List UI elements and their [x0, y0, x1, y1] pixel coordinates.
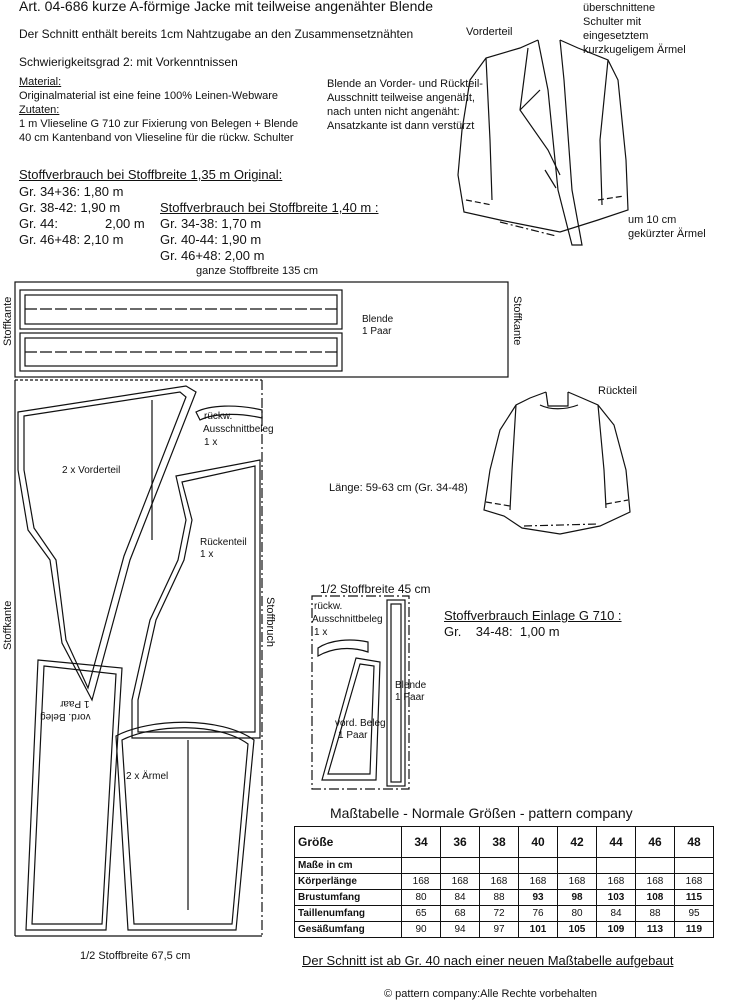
back-jacket-sketch [484, 392, 630, 534]
difficulty-note: Schwierigkeitsgrad 2: mit Vorkenntnissen [19, 55, 238, 69]
row-label: Taillenumfang [295, 906, 402, 922]
sleeve-note-1: um 10 cm [628, 214, 677, 226]
back-facing-label-2: Ausschnittbeleg [203, 424, 274, 435]
table-cell: 168 [597, 874, 636, 890]
table-cell: 105 [558, 922, 597, 938]
table-cell: 168 [675, 874, 714, 890]
size-table [294, 826, 714, 938]
table-cell: 168 [558, 874, 597, 890]
size-table-header-row [295, 827, 714, 858]
table-cell: 168 [402, 874, 441, 890]
consumption-140-row: Gr. 40-44: 1,90 m [160, 232, 262, 247]
table-cell: 88 [636, 906, 675, 922]
fold-label: Stoffbruch [264, 597, 276, 647]
table-cell: 95 [675, 906, 714, 922]
back-facing-qty: 1 x [204, 437, 218, 448]
table-cell: 65 [402, 906, 441, 922]
table-cell: 98 [558, 890, 597, 906]
table-cell: 115 [675, 890, 714, 906]
size-header-cell: 46 [636, 827, 675, 858]
blende-piece-qty: 1 Paar [362, 326, 392, 337]
table-cell: 97 [480, 922, 519, 938]
table-cell: 84 [441, 890, 480, 906]
consumption-140-heading: Stoffverbrauch bei Stoffbreite 1,40 m : [160, 200, 379, 215]
front-facing-qty: 1 Paar [60, 698, 90, 709]
interfacing-blende: Blende [395, 680, 427, 691]
section-label: Maße in cm [295, 858, 402, 874]
row-label: Brustumfang [295, 890, 402, 906]
selvage-label-left: Stoffkante [2, 296, 14, 346]
material-text: Originalmaterial ist eine feine 100% Leinen-Webware [19, 90, 279, 102]
back-label: Rückteil [598, 385, 638, 397]
front-jacket-sketch [458, 40, 628, 245]
table-cell: 94 [441, 922, 480, 938]
table-cell: 101 [519, 922, 558, 938]
interfacing-front-facing: vord. Beleg [335, 718, 386, 729]
copyright: © pattern company:Alle Rechte vorbehalten [384, 988, 597, 1000]
size-header-cell: 36 [441, 827, 480, 858]
interfacing-heading: Stoffverbrauch Einlage G 710 : [444, 608, 622, 623]
sleeve-piece-label: 2 x Ärmel [126, 771, 169, 782]
material-heading: Material: [19, 76, 62, 88]
interfacing-row: Gr. 34-48: 1,00 m [444, 624, 560, 639]
table-cell: 168 [519, 874, 558, 890]
shoulder-note-2: Schulter mit [583, 16, 642, 28]
size-header-label: Größe [295, 827, 402, 858]
blende-note-2: Ausschnitt teilweise angenäht, [327, 92, 475, 104]
interfacing-back-facing: rückw. [314, 601, 343, 612]
size-table-title: Maßtabelle - Normale Größen - pattern company [330, 805, 633, 821]
selvage-label-right: Stoffkante [511, 296, 523, 346]
interfacing-back-facing-2: Ausschnittbeleg [312, 614, 383, 625]
zutaten-heading: Zutaten: [19, 104, 60, 116]
table-cell: 93 [519, 890, 558, 906]
table-cell: 113 [636, 922, 675, 938]
consumption-original-row: Gr. 46+48: 2,10 m [19, 232, 124, 247]
layout-top-width: ganze Stoffbreite 135 cm [196, 265, 319, 277]
interfacing-back-facing-qty: 1 x [314, 627, 328, 638]
shoulder-note-4: kurzkugeligem Ärmel [583, 44, 686, 56]
shoulder-note-3: eingesetztem [583, 30, 649, 42]
back-piece-label: Rückenteil [200, 537, 247, 548]
table-cell: 168 [480, 874, 519, 890]
size-header-cell: 38 [480, 827, 519, 858]
table-row [295, 890, 714, 906]
consumption-original-row: Gr. 44: 2,00 m [19, 216, 145, 231]
row-label: Körperlänge [295, 874, 402, 890]
table-cell: 90 [402, 922, 441, 938]
row-label: Gesäßumfang [295, 922, 402, 938]
table-cell: 103 [597, 890, 636, 906]
table-cell: 88 [480, 890, 519, 906]
size-table-note: Der Schnitt ist ab Gr. 40 nach einer neuen Maßtabelle aufgebaut [302, 953, 674, 968]
size-header-cell: 34 [402, 827, 441, 858]
table-cell: 84 [597, 906, 636, 922]
size-table-section-row [295, 858, 714, 874]
sleeve-note-2: gekürzter Ärmel [628, 228, 706, 240]
table-cell: 168 [441, 874, 480, 890]
front-label: Vorderteil [466, 26, 513, 38]
zutaten-line-2: 40 cm Kantenband von Vlieseline für die rückw. Schulter [19, 132, 294, 144]
table-cell: 168 [636, 874, 675, 890]
table-cell: 119 [675, 922, 714, 938]
table-cell: 68 [441, 906, 480, 922]
page-title: Art. 04-686 kurze A-förmige Jacke mit teilweise angenähter Blende [19, 0, 433, 14]
layout-main-lower [15, 380, 262, 936]
shoulder-note-1: überschnittene [583, 2, 656, 14]
blende-note-1: Blende an Vorder- und Rückteil- [327, 78, 483, 90]
interfacing-blende-qty: 1 Paar [395, 692, 425, 703]
size-header-cell: 40 [519, 827, 558, 858]
table-cell: 109 [597, 922, 636, 938]
consumption-140-row: Gr. 34-38: 1,70 m [160, 216, 262, 231]
consumption-140-row: Gr. 46+48: 2,00 m [160, 248, 265, 263]
size-header-cell: 42 [558, 827, 597, 858]
back-piece-qty: 1 x [200, 549, 214, 560]
front-facing-label: vord. Beleg [40, 711, 91, 722]
table-row [295, 874, 714, 890]
table-row [295, 906, 714, 922]
consumption-original-heading: Stoffverbrauch bei Stoffbreite 1,35 m Original: [19, 167, 283, 182]
layout-main-top [15, 282, 508, 377]
consumption-original-row: Gr. 38-42: 1,90 m [19, 200, 121, 215]
size-header-cell: 48 [675, 827, 714, 858]
front-piece-label: 2 x Vorderteil [62, 465, 121, 476]
table-cell: 76 [519, 906, 558, 922]
table-cell: 80 [558, 906, 597, 922]
layout-bottom-width: 1/2 Stoffbreite 67,5 cm [80, 950, 191, 962]
selvage-label-lower: Stoffkante [2, 600, 14, 650]
zutaten-line-1: 1 m Vlieseline G 710 zur Fixierung von Belegen + Blende [19, 118, 299, 130]
back-length-note: Länge: 59-63 cm (Gr. 34-48) [329, 482, 468, 494]
blende-note-4: Ansatzkante ist dann verstürzt [327, 120, 475, 132]
blende-piece-label: Blende [362, 314, 394, 325]
table-cell: 108 [636, 890, 675, 906]
blende-note-3: nach unten nicht angenäht: [327, 106, 460, 118]
table-cell: 72 [480, 906, 519, 922]
seam-allowance-note: Der Schnitt enthält bereits 1cm Nahtzugabe an den Zusammensetznähten [19, 27, 414, 41]
size-header-cell: 44 [597, 827, 636, 858]
consumption-original-row: Gr. 34+36: 1,80 m [19, 184, 124, 199]
back-facing-label: rückw. [204, 411, 233, 422]
table-cell: 80 [402, 890, 441, 906]
interfacing-width: 1/2 Stoffbreite 45 cm [320, 582, 431, 596]
table-row [295, 922, 714, 938]
interfacing-front-facing-qty: 1 Paar [338, 730, 368, 741]
